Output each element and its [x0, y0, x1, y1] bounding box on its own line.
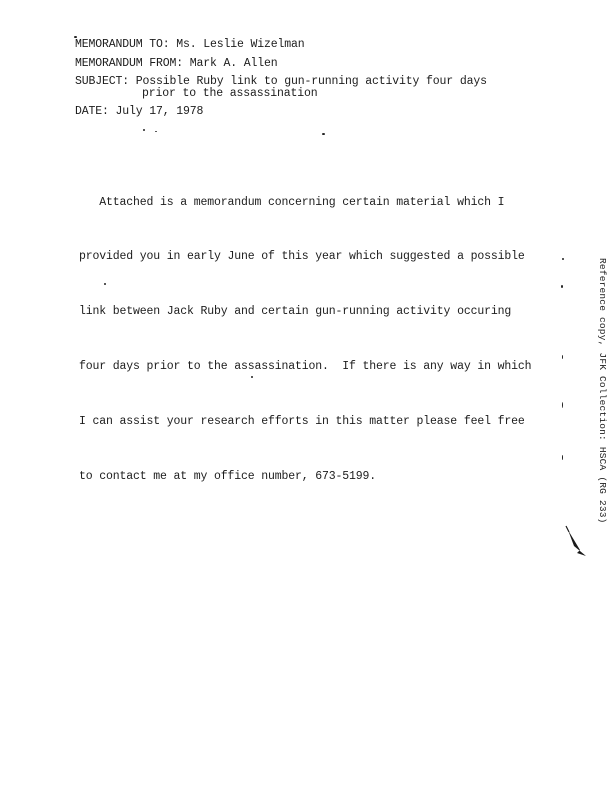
body-line: four days prior to the assassination. If there is any way in which	[79, 360, 532, 374]
scan-speck	[143, 129, 145, 131]
scan-speck	[322, 133, 325, 135]
body-line: provided you in early June of this year which suggested a possible	[79, 250, 525, 264]
memo-subject-line: SUBJECT: Possible Ruby link to gun-running activity four days	[75, 75, 487, 88]
body-line: I can assist your research efforts in this matter please feel free	[79, 415, 525, 429]
body-line: Attached is a memorandum concerning certain material which I	[79, 195, 505, 209]
scan-speck	[562, 455, 563, 460]
scan-edge-mark	[560, 520, 590, 560]
memo-subject-continuation: prior to the assassination	[142, 87, 318, 100]
memo-body-paragraph	[79, 157, 579, 523]
scan-speck	[104, 283, 106, 285]
body-line: link between Jack Ruby and certain gun-running activity occuring	[79, 305, 512, 319]
memo-date-line: DATE: July 17, 1978	[75, 105, 204, 118]
scan-speck	[562, 355, 563, 359]
scan-speck	[74, 36, 77, 38]
scan-speck	[251, 376, 253, 378]
body-line: to contact me at my office number, 673-5199.	[79, 470, 377, 484]
memo-to-line: MEMORANDUM TO: Ms. Leslie Wizelman	[75, 38, 305, 51]
scan-speck	[562, 258, 564, 260]
scan-speck	[562, 402, 563, 408]
scan-speck	[561, 285, 563, 288]
scan-speck	[155, 131, 157, 132]
archive-reference-stamp: Reference copy, JFK Collection: HSCA (RG 233)	[597, 258, 608, 524]
memo-from-line: MEMORANDUM FROM: Mark A. Allen	[75, 57, 278, 70]
